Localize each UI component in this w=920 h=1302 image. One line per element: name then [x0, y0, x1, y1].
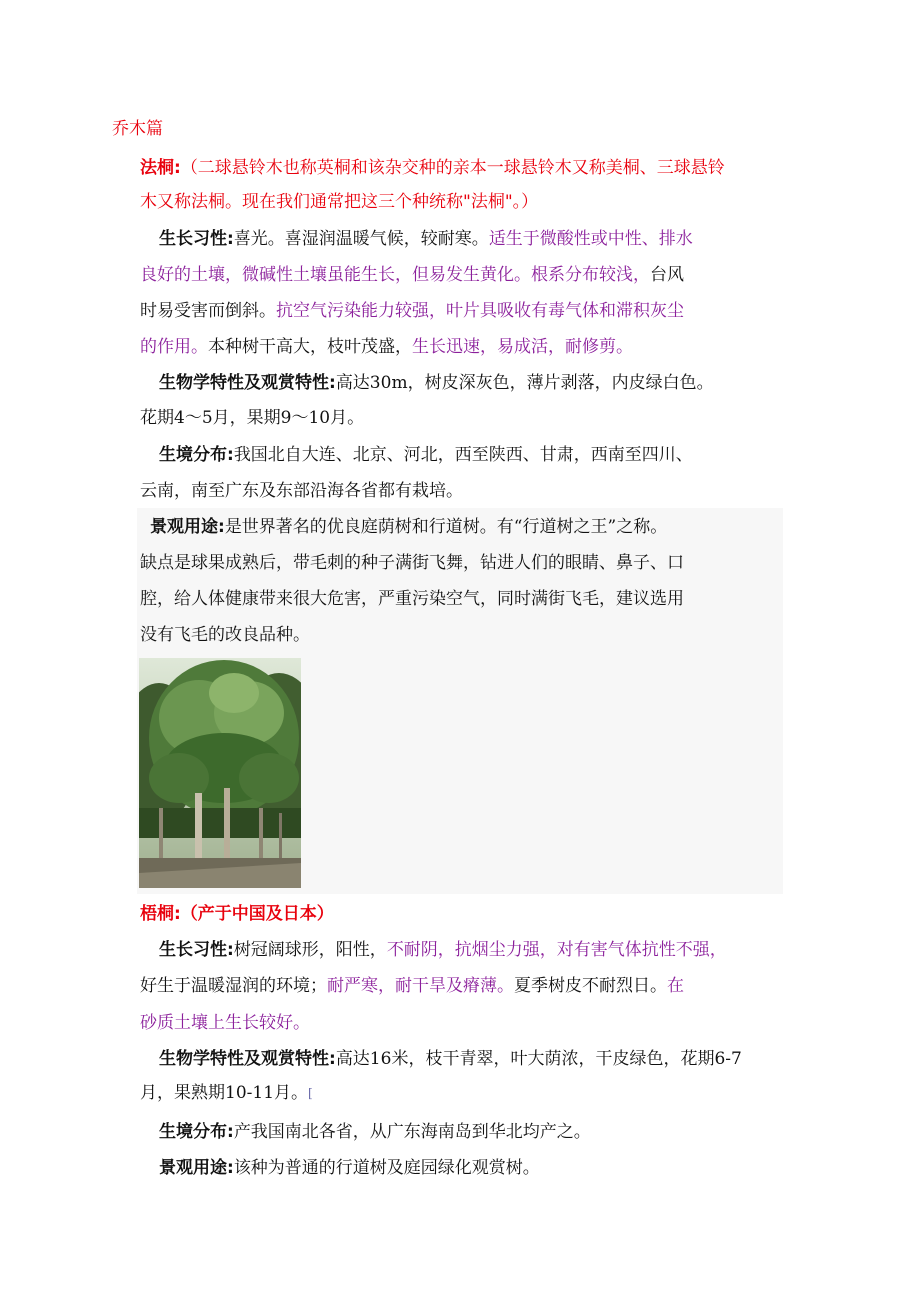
faton-habit-line-4: 的作用。本种树干高大，枝叶茂盛，生长迅速，易成活，耐修剪。	[140, 337, 633, 357]
faton-intro-line-2: 木又称法桐。现在我们通常把这三个种统称"法桐"。）	[140, 192, 539, 212]
faton-intro-line-1: 法桐:（二球悬铃木也称英桐和该杂交种的亲本一球悬铃木又称美桐、三球悬铃	[140, 158, 725, 178]
faton-name-label: 法桐:	[140, 158, 181, 178]
wutong-bio-line-2: 月，果熟期10-11月。[	[140, 1083, 313, 1103]
faton-use-line-2: 缺点是球果成熟后，带毛刺的种子满街飞舞，钻进人们的眼睛、鼻子、口	[140, 553, 684, 573]
section-title: 乔木篇	[112, 119, 163, 139]
wutong-habit-line-3: 砂质土壤上生长较好。	[140, 1013, 310, 1033]
wutong-name-label: 梧桐:（产于中国及日本）	[140, 904, 334, 924]
faton-habit-line-2: 良好的土壤，微碱性土壤虽能生长，但易发生黄化。根系分布较浅，台风	[140, 265, 684, 285]
wutong-habit-line-2: 好生于温暖湿润的环境；耐严寒，耐干旱及瘠薄。夏季树皮不耐烈日。在	[140, 976, 684, 996]
wutong-use-label: 景观用途:	[159, 1158, 234, 1178]
citation-mark: [	[308, 1086, 313, 1100]
faton-dist-line-2: 云南，南至广东及东部沿海各省都有栽培。	[140, 481, 463, 501]
faton-bio-line-1: 生物学特性及观赏特性:高达30m，树皮深灰色，薄片剥落，内皮绿白色。	[159, 373, 714, 393]
faton-dist-label: 生境分布:	[159, 445, 234, 465]
faton-habit-line-3: 时易受害而倒斜。抗空气污染能力较强，叶片具吸收有毒气体和滞积灰尘	[140, 301, 684, 321]
faton-use-line-3: 腔，给人体健康带来很大危害，严重污染空气，同时满街飞毛，建议选用	[140, 589, 684, 609]
faton-use-label: 景观用途:	[150, 517, 225, 537]
faton-bio-line-2: 花期4～5月，果期9～10月。	[140, 408, 365, 428]
faton-habit-line-1: 生长习性:喜光。喜湿润温暖气候，较耐寒。适生于微酸性或中性、排水	[159, 229, 693, 249]
faton-use-line-4: 没有飞毛的改良品种。	[140, 625, 310, 645]
wutong-dist-label: 生境分布:	[159, 1122, 234, 1142]
wutong-dist-line-1: 生境分布:产我国南北各省，从广东海南岛到华北均产之。	[159, 1122, 591, 1142]
wutong-habit-label: 生长习性:	[159, 940, 234, 960]
plane-tree-photo	[139, 658, 301, 888]
wutong-bio-label: 生物学特性及观赏特性:	[159, 1049, 336, 1069]
faton-habit-label: 生长习性:	[159, 229, 234, 249]
wutong-habit-line-1: 生长习性:树冠阔球形，阳性，不耐阴，抗烟尘力强，对有害气体抗性不强，	[159, 940, 727, 960]
faton-use-line-1: 景观用途:是世界著名的优良庭荫树和行道树。有“行道树之王”之称。	[150, 517, 668, 537]
faton-dist-line-1: 生境分布:我国北自大连、北京、河北，西至陕西、甘肃，西南至四川、	[159, 445, 693, 465]
wutong-bio-line-1: 生物学特性及观赏特性:高达16米，枝干青翠，叶大荫浓，干皮绿色，花期6-7	[159, 1049, 742, 1069]
faton-bio-label: 生物学特性及观赏特性:	[159, 373, 336, 393]
wutong-use-line-1: 景观用途:该种为普通的行道树及庭园绿化观赏树。	[159, 1158, 540, 1178]
